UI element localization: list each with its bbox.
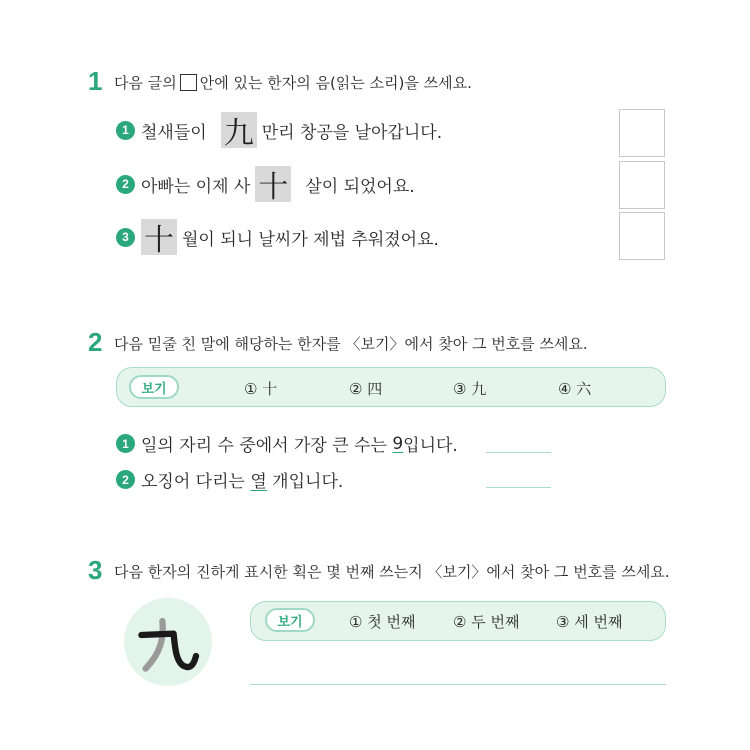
q2-bogi-option-3: ③ 九 [453,380,487,398]
hanja-box: 十 [255,166,291,202]
question-3-instruction: 다음 한자의 진하게 표시한 획은 몇 번째 쓰는지 〈보기〉에서 찾아 그 번호를 쓰세요. [114,563,670,581]
q2-bogi-label: 보기 [129,375,179,399]
item-number-badge: 1 [116,121,135,140]
question-1-instruction [114,72,472,93]
q2-item-2 [116,467,343,492]
q2-bogi-option-1: ① 十 [244,380,278,398]
q2-bogi-option-2: ② 四 [349,380,383,398]
q1-item-2 [116,166,415,205]
question-2-number: 2 [88,327,103,357]
question-1-number: 1 [88,66,103,96]
q3-bogi-label: 보기 [265,608,315,632]
q1-item-3 [116,219,439,258]
q2-item-2-after: 개입니다. [266,472,344,492]
item-number-badge: 2 [116,470,135,489]
q1-item-3-after: 월이 되니 날씨가 제법 추워졌어요. [182,229,439,250]
item-number-badge: 3 [116,228,135,247]
q1-instruction-before: 다음 글의 [114,74,177,92]
question-3-number: 3 [88,555,103,585]
q2-bogi-option-4: ④ 六 [558,380,592,398]
q2-item-2-before: 오징어 다리는 [141,472,251,492]
q2-item-1-underlined: 9 [392,433,404,454]
q2-item-2-underlined: 열 [250,472,267,492]
q3-bogi-option-3: ③ 세 번째 [556,613,623,631]
answer-box-2[interactable] [619,161,665,209]
item-number-badge: 1 [116,434,135,453]
q1-item-1-after: 만리 창공을 날아갑니다. [261,122,443,143]
q3-bogi-option-2: ② 두 번째 [453,613,520,631]
answer-line-2[interactable] [486,487,551,488]
character-stroke-icon [133,607,203,677]
hanja-box: 十 [141,219,177,255]
answer-box-1[interactable] [619,109,665,157]
blank-box-icon [180,74,197,91]
q3-answer-line[interactable] [250,684,666,685]
stroke-order-character [124,598,212,686]
q1-item-2-after: 살이 되었어요. [305,176,415,197]
answer-box-3[interactable] [619,212,665,260]
q2-item-1 [116,431,458,456]
q1-item-1 [116,112,443,151]
hanja-box: 九 [221,112,257,148]
q2-item-1-after: 입니다. [403,436,458,456]
item-number-badge: 2 [116,175,135,194]
q1-instruction-after: 안에 있는 한자의 음(읽는 소리)을 쓰세요. [199,74,472,92]
q3-bogi-option-1: ① 첫 번째 [349,613,416,631]
q2-item-1-before: 일의 자리 수 중에서 가장 큰 수는 [141,436,393,456]
answer-line-1[interactable] [486,452,551,453]
q1-item-2-before: 아빠는 이제 사 [141,176,251,197]
question-2-instruction: 다음 밑줄 친 말에 해당하는 한자를 〈보기〉에서 찾아 그 번호를 쓰세요. [114,335,588,353]
q1-item-1-before: 철새들이 [141,122,207,143]
